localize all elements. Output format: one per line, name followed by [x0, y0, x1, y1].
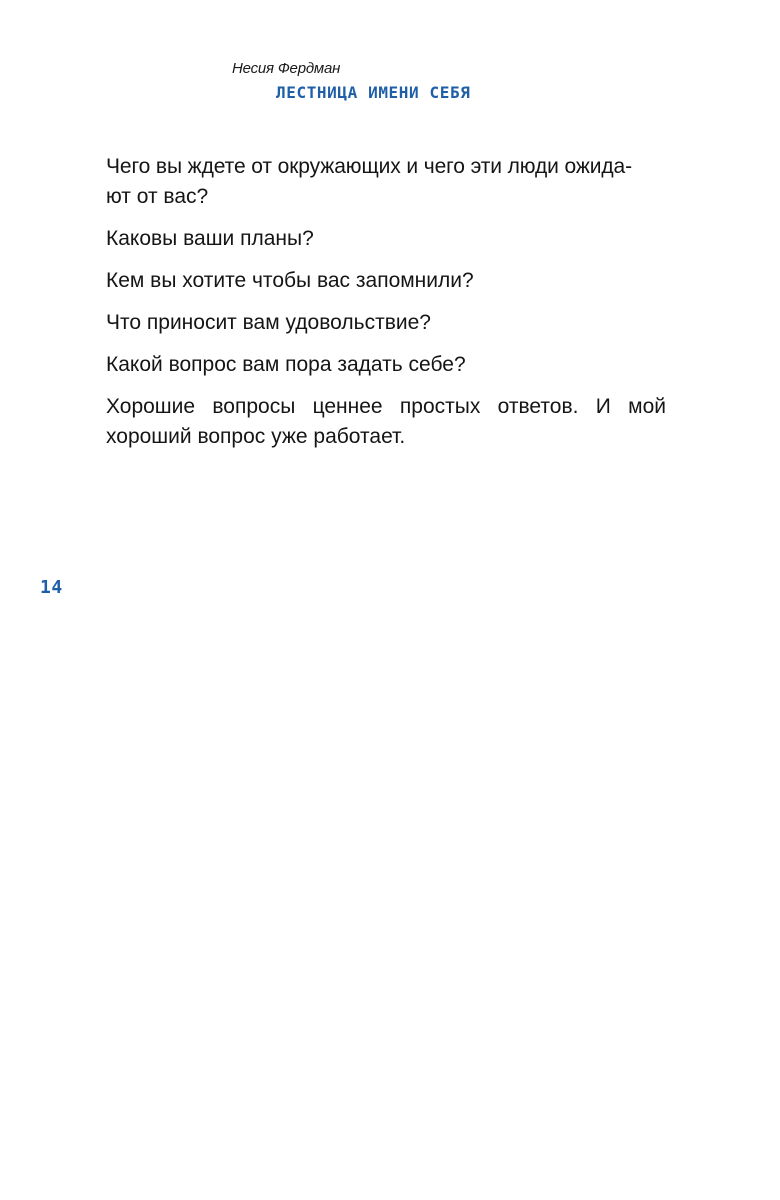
paragraph-line: хороший вопрос уже работает.: [106, 425, 406, 448]
book-title: ЛЕСТНИЦА ИМЕНИ СЕБЯ: [276, 83, 471, 102]
paragraph-line: Чего вы ждете от окружающих и чего эти люди ожида-: [106, 155, 633, 178]
author-name: Несия Фердман: [232, 60, 341, 77]
paragraph-question: [106, 350, 666, 380]
body-text: [106, 152, 666, 464]
paragraph-pleasure: [106, 308, 666, 338]
paragraph-line: Что приносит вам удовольствие?: [106, 311, 431, 334]
paragraph-line: Хорошие вопросы ценнее простых ответов. И мой: [106, 395, 666, 418]
paragraph-line: Какой вопрос вам пора задать себе?: [106, 353, 466, 376]
paragraph-line: ют от вас?: [106, 185, 209, 208]
page-number: 14: [40, 577, 63, 598]
paragraph-expectations: [106, 152, 666, 212]
paragraph-good-questions: [106, 392, 666, 452]
paragraph-line: Кем вы хотите чтобы вас запомнили?: [106, 269, 474, 292]
running-head: [0, 0, 780, 110]
paragraph-plans: [106, 224, 666, 254]
paragraph-line: Каковы ваши планы?: [106, 227, 314, 250]
paragraph-remembered: [106, 266, 666, 296]
